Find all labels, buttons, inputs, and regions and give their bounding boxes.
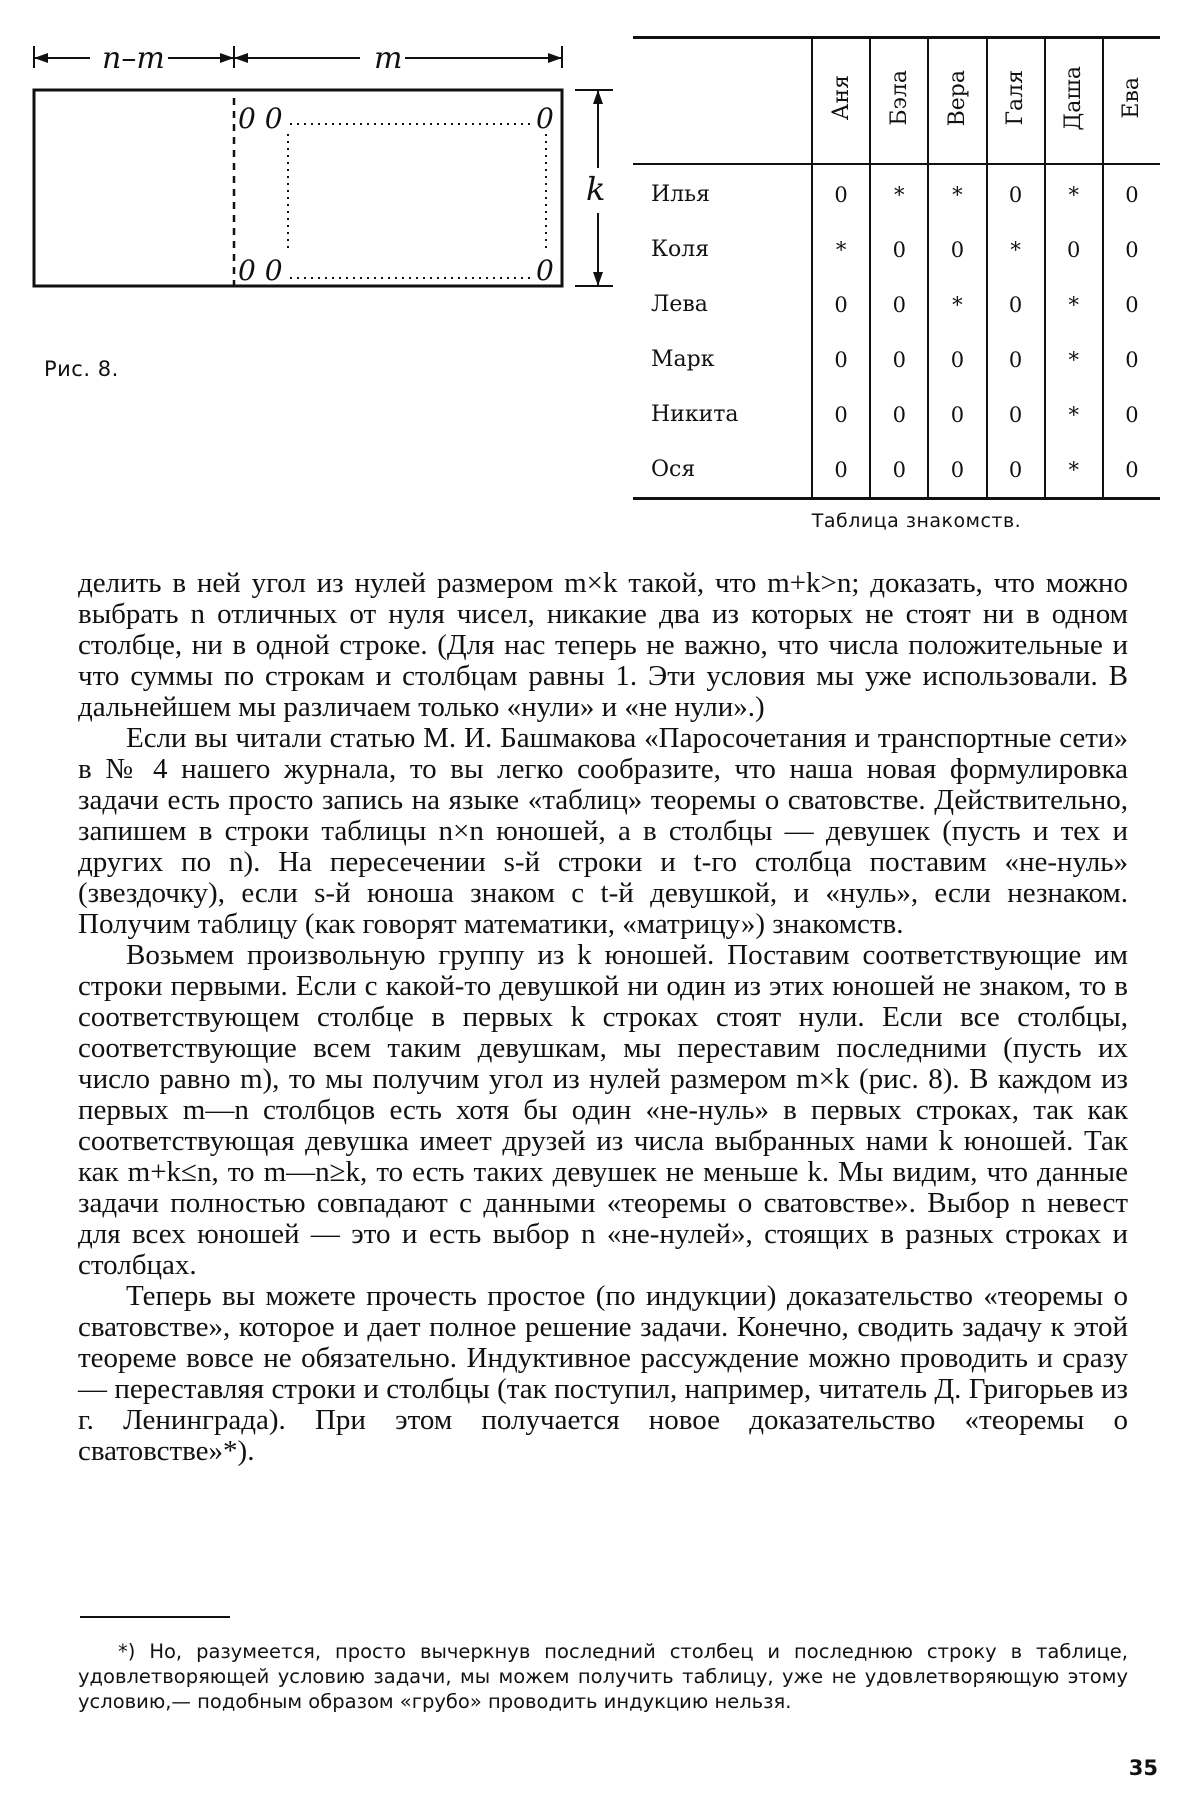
table-cell: 0 — [1103, 277, 1160, 332]
table-cell: 0 — [1103, 442, 1160, 499]
zero-bottom-right: 0 — [536, 254, 554, 287]
row-name: Ося — [651, 457, 696, 482]
table-corner — [633, 38, 812, 165]
zero-dotted-lines — [288, 124, 546, 278]
table-cell: 0 — [987, 164, 1045, 222]
table-cell: 0 — [812, 277, 870, 332]
acquaintance-table-block — [633, 36, 1160, 532]
zero-bottom-left: 0 0 — [238, 254, 283, 287]
table-caption: Таблица знакомств. — [811, 510, 1022, 532]
row-name: Коля — [651, 237, 710, 262]
column-header-label: Вера — [944, 69, 970, 127]
table-cell: 0 — [870, 442, 928, 499]
table-cell: * — [1045, 442, 1103, 499]
column-header — [987, 38, 1045, 165]
row-name: Марк — [651, 347, 715, 372]
table-row — [633, 222, 1160, 277]
table-cell: * — [1045, 164, 1103, 222]
table-cell: 0 — [987, 332, 1045, 387]
dimension-arrows — [34, 46, 613, 286]
table-cell: 0 — [812, 387, 870, 442]
table-row — [633, 442, 1160, 499]
table-cell: 0 — [1045, 222, 1103, 277]
label-k: k — [586, 170, 606, 208]
table-row — [633, 164, 1160, 222]
column-header-label: Ева — [1119, 77, 1145, 119]
zero-top-left: 0 0 — [238, 102, 283, 135]
paragraph: Теперь вы можете прочесть простое (по индукции) доказательство «теоремы о сватовстве», которое и дает полное решение задачи. Конечно, сводить задачу к этой теореме вовсе не обязательно. Индуктивное рассуждение можно проводить и сразу — переставляя строки и столбцы (так поступил, например, читатель Д. Григорьев из г. Ленинграда). При этом получается новое доказательство «теоремы о сватовстве»*). — [78, 1280, 1128, 1467]
table-row — [633, 387, 1160, 442]
column-header — [870, 38, 928, 165]
table-cell: 0 — [987, 387, 1045, 442]
table-cell: 0 — [1103, 164, 1160, 222]
table-cell: * — [928, 277, 986, 332]
footnote — [78, 1639, 1128, 1714]
label-m: m — [374, 41, 403, 76]
table-row — [633, 332, 1160, 387]
table-cell: * — [1045, 332, 1103, 387]
column-header-label: Даша — [1061, 65, 1087, 131]
paragraph: Возьмем произвольную группу из k юношей. Поставим соответствующие им строки первыми. Если с какой-то девушкой ни один из этих юношей не знаком, то в соответствующем столбце в первых k строках стоят нули. Если все столбцы, соответствующие всем таким девушкам, мы переставим последними (пусть их число равно m), то мы получим угол из нулей размером m×k (рис. 8). В каждом из первых m—n столбцов есть хотя бы один «не-нуль» в первых строках, так как соответствующая девушка имеет друзей из числа выбранных нами k юношей. Так как m+k≤n, то m—n≥k, то есть таких девушек не меньше k. Мы видим, что данные задачи полностью совпадают с данными «теоремы о сватовстве». Выбор n невест для всех юношей — это и есть выбор n «не-нулей», стоящих в разных строках и столбцах. — [78, 939, 1128, 1281]
acquaintance-table — [633, 36, 1160, 500]
column-header — [1045, 38, 1103, 165]
table-cell: 0 — [928, 442, 986, 499]
label-n-minus-m: n–m — [102, 41, 165, 76]
row-name: Лева — [651, 292, 708, 317]
column-header-label: Аня — [828, 75, 854, 121]
table-cell: 0 — [1103, 332, 1160, 387]
footnote-rule — [80, 1616, 230, 1618]
table-cell: 0 — [1103, 222, 1160, 277]
table-cell: 0 — [812, 332, 870, 387]
matrix-rectangle — [34, 90, 562, 286]
page-number: 35 — [1128, 1756, 1158, 1780]
table-cell: 0 — [870, 222, 928, 277]
paragraph: делить в ней угол из нулей размером m×k такой, что m+k>n; доказать, что можно выбрать n отличных от нуля чисел, никакие два из которых не стоят ни в одном столбце, ни в одной строке. (Для нас теперь не важно, что числа положительные и что суммы по строкам и столбцам равны 1. Эти условия мы уже использовали. В дальнейшем мы различаем только «нули» и «не нули».) — [78, 567, 1128, 723]
table-cell: 0 — [928, 222, 986, 277]
column-header — [812, 38, 870, 165]
table-row — [633, 277, 1160, 332]
table-cell: 0 — [812, 164, 870, 222]
table-cell: * — [870, 164, 928, 222]
table-cell: * — [812, 222, 870, 277]
row-name: Илья — [651, 182, 711, 207]
column-header-label: Бэла — [886, 70, 912, 126]
table-cell: * — [1045, 387, 1103, 442]
figure-caption: Рис. 8. — [44, 357, 119, 381]
table-cell: 0 — [928, 387, 986, 442]
column-header — [1103, 38, 1160, 165]
table-cell: 0 — [870, 332, 928, 387]
table-cell: 0 — [870, 387, 928, 442]
column-header — [928, 38, 986, 165]
table-cell: 0 — [987, 277, 1045, 332]
table-cell: 0 — [928, 332, 986, 387]
table-cell: 0 — [812, 442, 870, 499]
row-name: Никита — [651, 402, 739, 427]
figure-8-diagram — [30, 38, 620, 338]
table-cell: * — [1045, 277, 1103, 332]
table-cell: * — [928, 164, 986, 222]
article-body — [78, 568, 1128, 1467]
table-cell: 0 — [1103, 387, 1160, 442]
column-header-label: Галя — [1003, 70, 1029, 126]
zero-top-right: 0 — [536, 102, 554, 135]
table-cell: 0 — [987, 442, 1045, 499]
table-cell: 0 — [870, 277, 928, 332]
footnote-text: *) Но, разумеется, просто вычеркнув последний столбец и последнюю строку в таблице, удовлетворяющей условию задачи, мы можем получить таблицу, уже не удовлетворяющую этому условию,— подобным образом «грубо» проводить индукцию нельзя. — [78, 1640, 1128, 1713]
table-cell: * — [987, 222, 1045, 277]
paragraph: Если вы читали статью М. И. Башмакова «Паросочетания и транспортные сети» в № 4 нашего журнала, то вы легко сообразите, что наша новая формулировка задачи есть просто запись на языке «таблиц» теоремы о сватовстве. Действительно, запишем в строки таблицы n×n юношей, а в столбцы — девушек (пусть и тех и других по n). На пересечении s-й строки и t-го столбца поставим «не-нуль» (звездочку), если s-й юноша знаком с t-й девушкой, и «нуль», если незнаком. Получим таблицу (как говорят математики, «матрицу») знакомств. — [78, 722, 1128, 940]
